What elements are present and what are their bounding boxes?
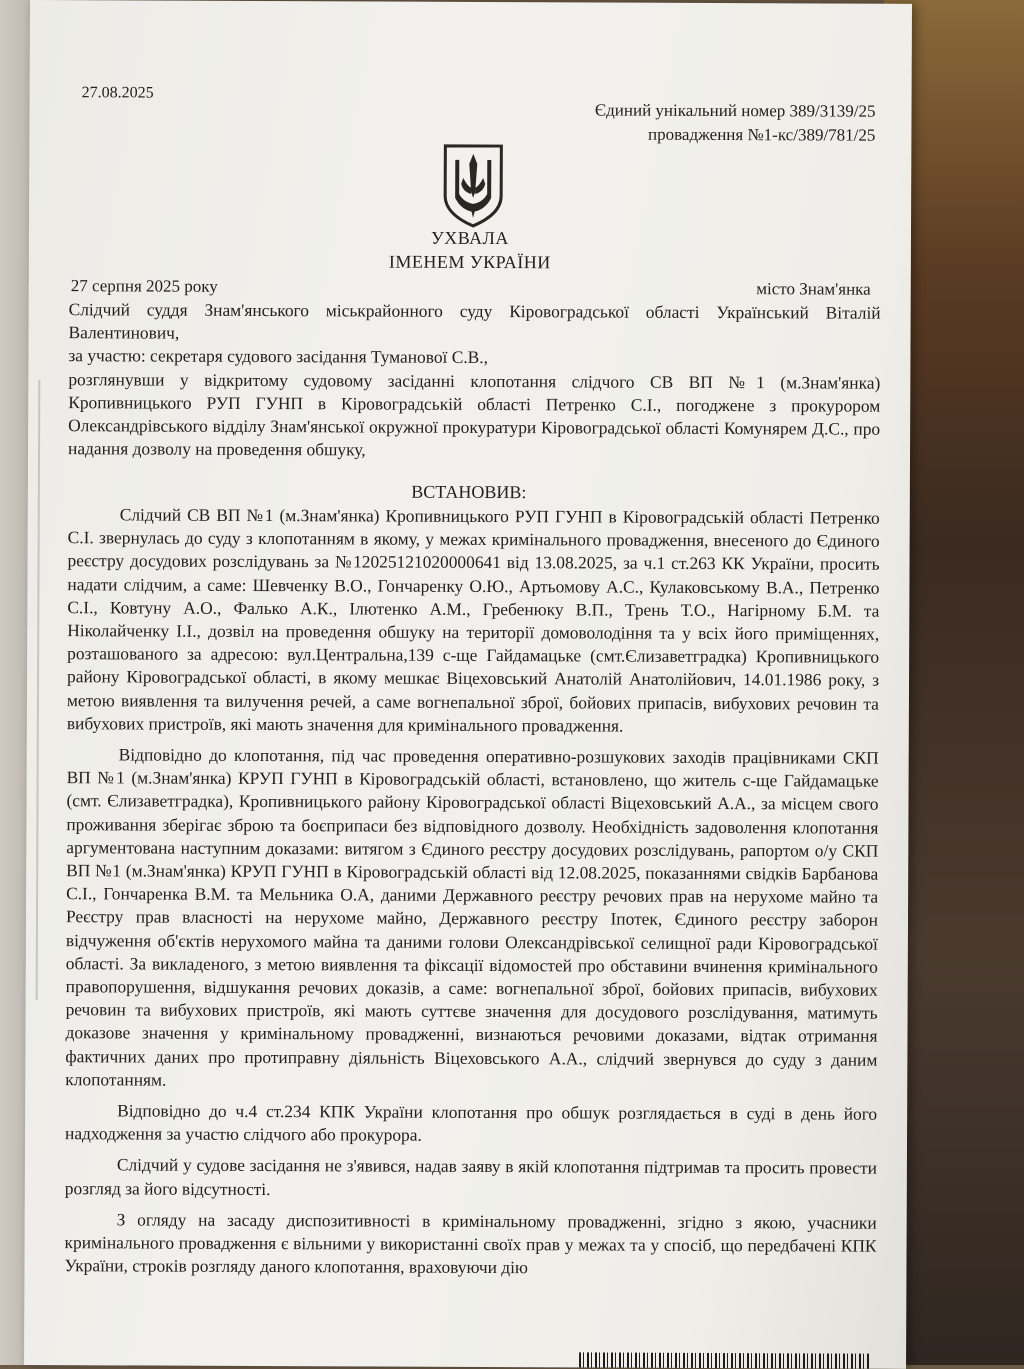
document-date-top: 27.08.2025: [81, 84, 154, 102]
barcode: [579, 1352, 869, 1368]
document-subtitle: ІМЕНЕМ УКРАЇНИ: [388, 251, 551, 273]
case-numbers: [595, 98, 876, 147]
intro-paragraph: Слідчий суддя Знам'янського міськрайонного суду Кіровоградської області Український Віталій Валентинович,: [68, 299, 881, 343]
ruling-date: 27 серпня 2025 року: [70, 276, 218, 296]
proceeding-number: провадження №1-кс/389/781/25: [648, 124, 876, 145]
section-heading: ВСТАНОВИВ:: [411, 481, 527, 503]
ruling-city: місто Знам'янка: [756, 279, 871, 299]
body-paragraph: Відповідно до клопотання, під час проведення оперативно-розшукових заходів працівниками СКП ВП №1 (м.Знам'янка) КРУП ГУНП в Кіровоградській області, встановлено, що житель с-ще Гайдамацьке (смт. Єлизаветградка), Кропивницького району Кіровоградської області Віцеховський А.А., за місцем свого проживання зберігає зброю та боєприпаси без відповідного дозволу. Необхідність задоволення клопотання аргументована наступним доказами: витягом з Єдиного реєстру досудових розслідувань, рапортом о/у СКП ВП №1 (м.Знам'янка) КРУП ГУНП в Кіровоградській області від 12.08.2025, показаннями свідків Барбанова С.І., Гончаренка В.М. та Мельника О.А, даними Державного реєстру речових прав на нерухоме майно та Реєстру прав власності на нерухоме майно, Державного реєстру Іпотек, Єдиного реєстру заборон відчуження об'єктів нерухомого майна та даними голови Олександрівської селищної ради Кіровоградської області. За викладеного, з метою виявлення та фіксації відомостей про обставини вчинення кримінального правопорушення, відшукання речових доказів, а саме: вогнепальної зброї, бойових припасів, вибухових речовин та вибухових пристроїв, які мають суттєве значення для досудового розслідування, матимуть доказове значення у кримінальному провадженні, визнаються речовими доказами, відтак отримання фактичних даних про протиправну діяльність Віцеховського А.А., слідчий звернувся до суду з даним клопотанням.: [65, 744, 879, 1090]
fold-line: [36, 380, 41, 1000]
body-paragraph: Слідчий у судове засідання не з'явився, надав заяву в якій клопотання підтримав та просить провести розгляд за його відсутності.: [64, 1154, 877, 1199]
trident-emblem-icon: [441, 142, 505, 228]
document-title: УХВАЛА: [431, 227, 509, 249]
intro-block: [68, 298, 881, 464]
document-page: [24, 0, 912, 1369]
body-paragraph: З огляду на засаду диспозитивності в кримінальному провадженні, згідно з якою, учасники кримінального провадження є вільними у використанні своїх прав у межах та у спосіб, що передбачені КПК України, строків розгляду даного клопотання, враховуючи дію: [64, 1209, 877, 1278]
main-text-block: [64, 503, 879, 1289]
body-paragraph: Відповідно до ч.4 ст.234 КПК України клопотання про обшук розглядається в суді в день його надходження за участю слідчого або прокурора.: [65, 1100, 878, 1146]
intro-paragraph: за участю: секретаря судового засідання Туманової С.В.,: [68, 345, 489, 368]
unique-number: Єдиний унікальний номер 389/3139/25: [594, 100, 876, 121]
intro-paragraph: розглянувши у відкритому судовому засіданні клопотання слідчого СВ ВП №1 (м.Знам'янка) Кропивницького РУП ГУНП в Кіровоградській області Петренко С.І., погоджене з прокурором Олександрівського відділу Знам'янської окружної прокуратури Кіровоградської області Комунярем Д.С., про надання дозволу на проведення обшуку,: [68, 368, 881, 460]
body-paragraph: Слідчий СВ ВП №1 (м.Знам'янка) Кропивницького РУП ГУНП в Кіровоградській області Петренко С.І. звернулась до суду з клопотанням в якому, у межах кримінального провадження, внесеного до Єдиного реєстру досудових розслідувань за №12025121020000641 від 13.08.2025, за ч.1 ст.263 КК України, просить надати слідчим, а саме: Шевченку В.О., Гончаренку О.Ю., Артьомову А.С., Кулаковському В.А., Петренко С.І., Ковтуну А.О., Фалько А.К., Ілютенко А.М., Гребенюку В.П., Трень Т.О., Нагірному Б.М. та Ніколайченку І.І., дозвіл на проведення обшуку на території домоволодіння та у всіх його приміщеннях, розташованого за адресою: вул.Центральна,139 с-ще Гайдамацьке (смт.Єлизаветградка) Кропивницького району Кіровоградської області, в якому мешкає Віцеховський Анатолій Анатолійович, 14.01.1986 року, з метою виявлення та вилучення речей, а саме вогнепальної зброї, бойових припасів, вибухових речовин та вибухових пристроїв, які мають значення для кримінального провадження.: [66, 504, 880, 736]
date-city-row: [71, 276, 871, 299]
